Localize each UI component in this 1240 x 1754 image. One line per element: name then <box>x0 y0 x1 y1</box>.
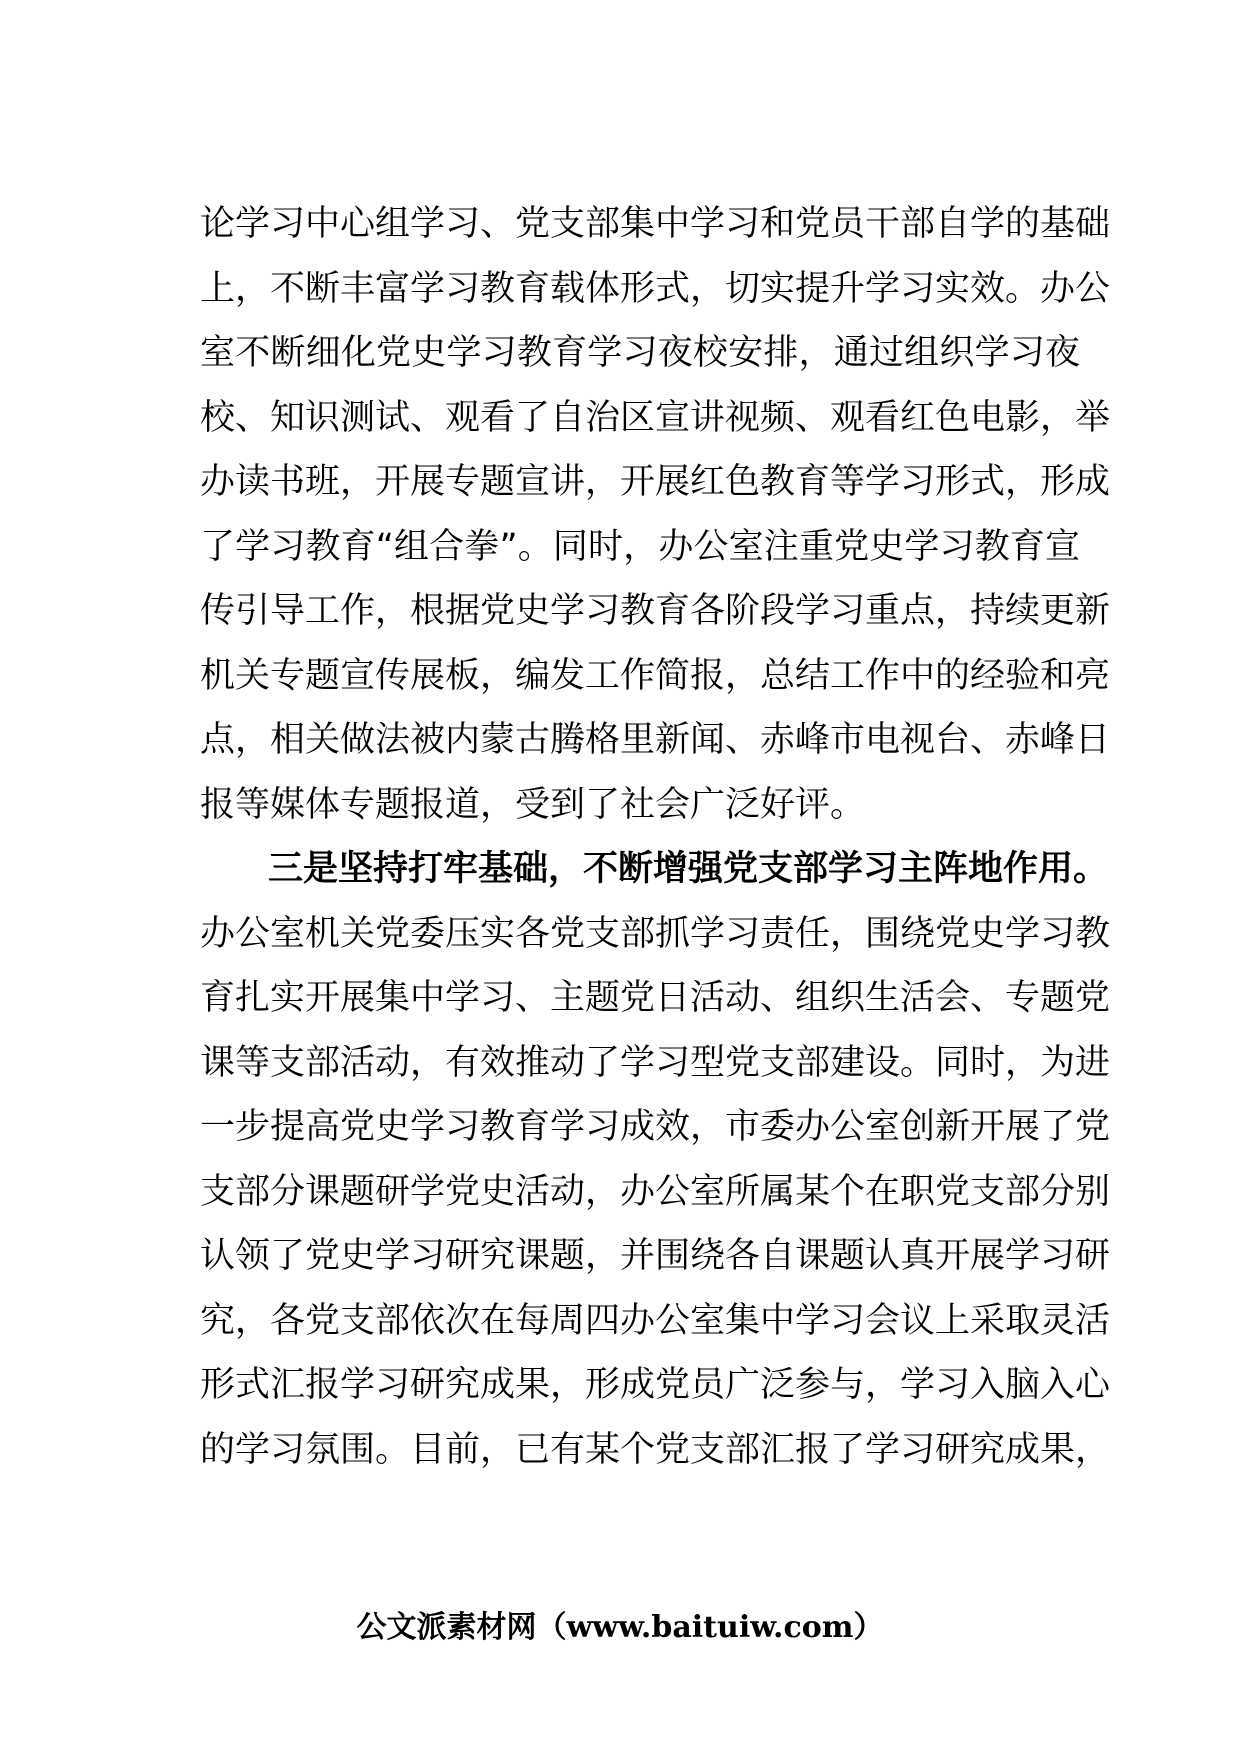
text-line: 形式汇报学习研究成果，形成党员广泛参与，学习入脑入心 <box>200 1365 1111 1405</box>
text-line: 办读书班，开展专题宣讲，开展红色教育等学习形式，形成 <box>200 462 1111 502</box>
text-line: 一步提高党史学习教育学习成效，市委办公室创新开展了党 <box>200 1107 1111 1147</box>
text-line: 究，各党支部依次在每周四办公室集中学习会议上采取灵活 <box>200 1300 1111 1341</box>
footer-watermark: 公文派素材网（www.baituiw.com） <box>356 1610 884 1645</box>
text-line: 支部分课题研学党史活动，办公室所属某个在职党支部分别 <box>200 1171 1111 1212</box>
text-line: 校、知识测试、观看了自治区宣讲视频、观看红色电影，举 <box>200 397 1111 438</box>
text-line: 报等媒体专题报道，受到了社会广泛好评。 <box>200 784 866 825</box>
text-line: 点，相关做法被内蒙古腾格里新闻、赤峰市电视台、赤峰日 <box>200 720 1111 760</box>
section-heading: 三是坚持打牢基础，不断增强党支部学习主阵地作用。 <box>268 849 1109 889</box>
text-line: 了学习教育“组合拳”。同时，办公室注重党史学习教育宣 <box>200 526 1080 567</box>
text-line: 办公室机关党委压实各党支部抓学习责任，围绕党史学习教 <box>200 913 1111 954</box>
text-line: 课等支部活动，有效推动了学习型党支部建设。同时，为进 <box>200 1042 1111 1083</box>
body-text <box>200 192 1111 1482</box>
text-line: 育扎实开展集中学习、主题党日活动、组织生活会、专题党 <box>200 978 1111 1018</box>
text-line: 的学习氛围。目前，已有某个党支部汇报了学习研究成果， <box>200 1429 1111 1470</box>
text-line: 认领了党史学习研究课题，并围绕各自课题认真开展学习研 <box>200 1236 1111 1276</box>
text-line: 上，不断丰富学习教育载体形式，切实提升学习实效。办公 <box>200 268 1111 309</box>
text-line: 论学习中心组学习、党支部集中学习和党员干部自学的基础 <box>200 204 1111 244</box>
text-line: 室不断细化党史学习教育学习夜校安排，通过组织学习夜 <box>200 333 1080 373</box>
text-line: 传引导工作，根据党史学习教育各阶段学习重点，持续更新 <box>200 591 1111 631</box>
text-line: 机关专题宣传展板，编发工作简报，总结工作中的经验和亮 <box>200 655 1111 696</box>
